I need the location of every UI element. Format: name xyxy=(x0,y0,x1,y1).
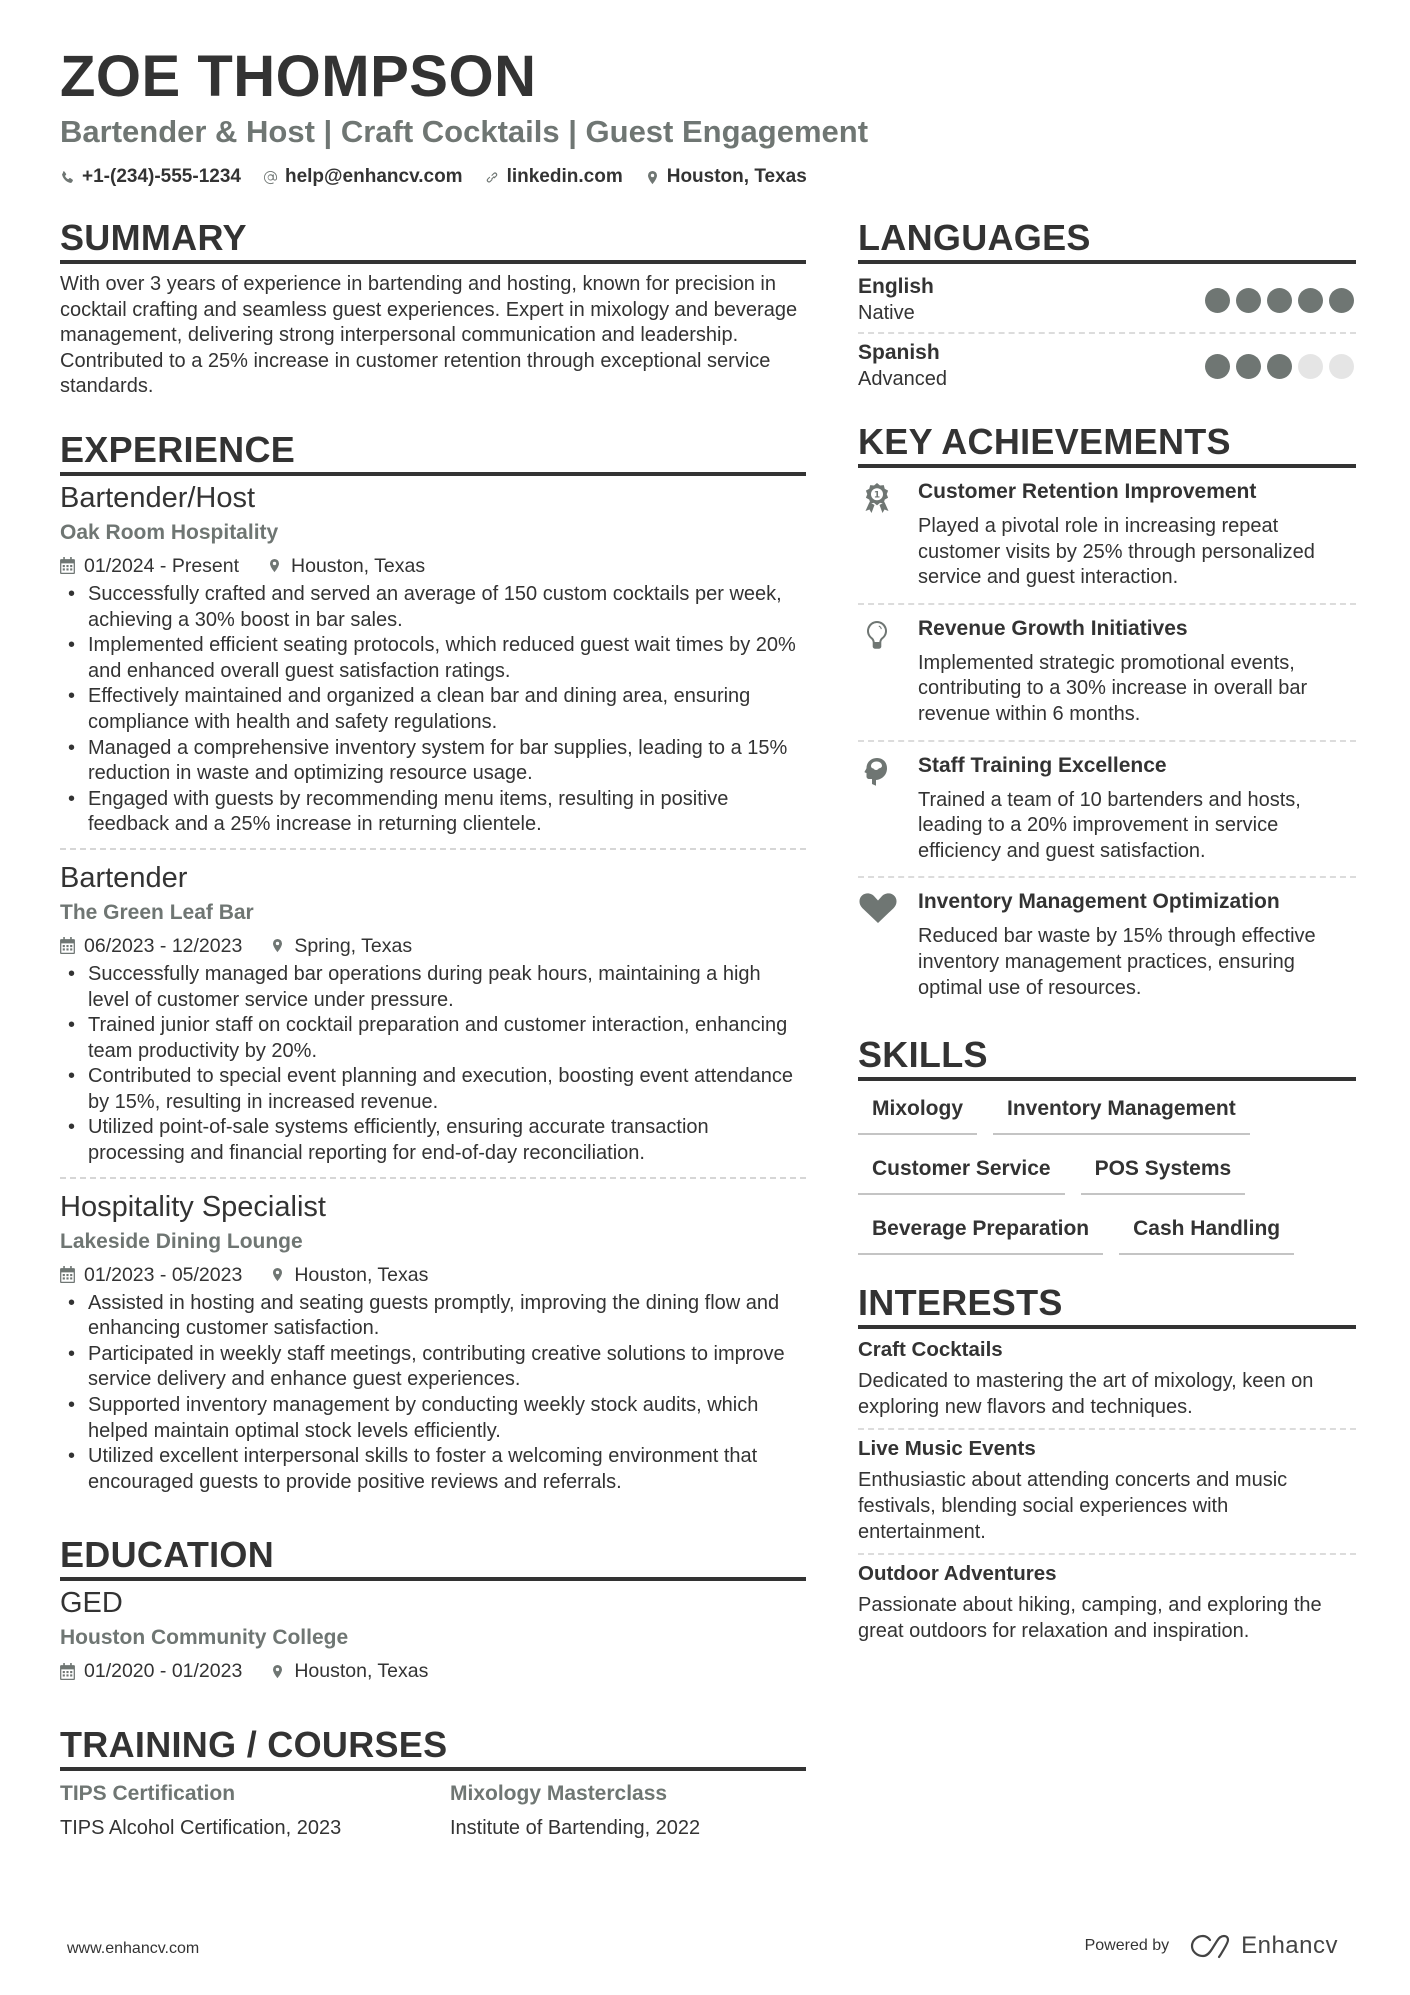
at-icon xyxy=(263,170,278,185)
interest-title: Craft Cocktails xyxy=(858,1338,1003,1362)
skill-tag: Customer Service xyxy=(858,1151,1065,1195)
calendar-icon xyxy=(60,1663,75,1680)
rating-dot-filled xyxy=(1267,354,1292,379)
achievement-item xyxy=(858,742,1356,879)
education-section xyxy=(60,1533,806,1695)
skill-tag: POS Systems xyxy=(1081,1151,1246,1195)
job-entry xyxy=(60,1189,806,1506)
location-icon xyxy=(270,937,285,954)
rating-dot-empty xyxy=(1298,354,1323,379)
rating-dot-filled xyxy=(1205,354,1230,379)
rating-dot-filled xyxy=(1236,354,1261,379)
achievement-title: Staff Training Excellence xyxy=(918,753,1167,777)
bullet-item: • Managed a comprehensive inventory system for bar supplies, leading to a 15% reduction in waste and optimizing resource usage. xyxy=(60,736,806,787)
interests-section xyxy=(858,1281,1356,1652)
company-name: Lakeside Dining Lounge xyxy=(60,1229,303,1253)
rating-dot-filled xyxy=(1267,288,1292,313)
language-item xyxy=(858,334,1356,398)
achievement-desc: Trained a team of 10 bartenders and hosts, leading to a 20% improvement in service efficiency and guest satisfaction. xyxy=(918,788,1301,862)
bullet-item: • Successfully managed bar operations during peak hours, maintaining a high level of customer service under pressure. xyxy=(60,962,806,1013)
school-name: Houston Community College xyxy=(60,1626,349,1650)
interest-desc: Dedicated to mastering the art of mixology, keen on exploring new flavors and techniques. xyxy=(858,1370,1314,1418)
section-title-summary: SUMMARY xyxy=(60,216,806,264)
link-icon xyxy=(485,170,500,185)
language-level: Advanced xyxy=(858,368,947,390)
location-icon xyxy=(267,557,282,574)
section-title-training: TRAINING / COURSES xyxy=(60,1723,806,1771)
interest-item xyxy=(858,1430,1356,1555)
bullet-item: • Implemented efficient seating protocols, which reduced guest wait times by 20% and enhanced overall guest satisfaction ratings. xyxy=(60,633,806,684)
experience-section xyxy=(60,428,806,1505)
footer-website-link[interactable]: www.enhancv.com xyxy=(67,1940,200,1957)
enhancv-logo xyxy=(1189,1932,1338,1960)
job-bullets xyxy=(60,1291,806,1496)
bullet-item: • Supported inventory management by conducting weekly stock audits, which helped maintain optimal stock levels efficiently. xyxy=(60,1393,806,1444)
course-desc: Institute of Bartending, 2022 xyxy=(450,1817,701,1840)
section-title-achievements: KEY ACHIEVEMENTS xyxy=(858,420,1356,468)
award-ribbon-icon xyxy=(862,482,892,514)
achievements-section xyxy=(858,420,1356,1013)
course-title: Mixology Masterclass xyxy=(450,1782,668,1806)
achievement-desc: Implemented strategic promotional events, contributing to a 30% increase in overall bar revenue within 6 months. xyxy=(918,651,1308,725)
course-item xyxy=(450,1779,806,1841)
education-location: Houston, Texas xyxy=(294,1660,429,1683)
bullet-item: • Utilized point-of-sale systems efficiently, ensuring accurate transaction processing and financial reporting for end-of-day reconciliation. xyxy=(60,1115,806,1166)
language-item xyxy=(858,268,1356,334)
company-name: The Green Leaf Bar xyxy=(60,900,254,924)
language-name: English xyxy=(858,275,934,298)
job-location: Spring, Texas xyxy=(294,934,413,957)
job-dates: 01/2023 - 05/2023 xyxy=(84,1263,243,1286)
job-dates: 06/2023 - 12/2023 xyxy=(84,934,243,957)
left-column xyxy=(60,216,806,1869)
rating-dot-filled xyxy=(1236,288,1261,313)
contact-linkedin[interactable] xyxy=(485,164,623,190)
interest-title: Outdoor Adventures xyxy=(858,1562,1057,1586)
job-entry xyxy=(60,860,806,1179)
calendar-icon xyxy=(60,1266,75,1283)
lightbulb-icon xyxy=(862,619,892,651)
heart-icon xyxy=(858,892,898,924)
job-title: Bartender/Host xyxy=(60,481,256,514)
right-column xyxy=(858,216,1356,1680)
languages-section xyxy=(858,216,1356,398)
rating-dot-filled xyxy=(1329,288,1354,313)
achievement-title: Customer Retention Improvement xyxy=(918,480,1257,503)
course-title: TIPS Certification xyxy=(60,1782,236,1806)
summary-section xyxy=(60,216,806,400)
candidate-tagline: Bartender & Host | Craft Cocktails | Guest Engagement xyxy=(60,114,869,149)
job-entry xyxy=(60,480,806,850)
rating-dot-filled xyxy=(1205,288,1230,313)
degree-title: GED xyxy=(60,1587,123,1620)
contact-row xyxy=(60,164,1350,190)
powered-by-label: Powered by xyxy=(1084,1937,1170,1954)
rating-dot-filled xyxy=(1298,288,1323,313)
language-level: Native xyxy=(858,302,915,324)
language-name: Spanish xyxy=(858,341,940,364)
job-title: Hospitality Specialist xyxy=(60,1190,326,1223)
bullet-item: • Participated in weekly staff meetings, contributing creative solutions to improve service delivery and enhance guest experiences. xyxy=(60,1342,806,1393)
calendar-icon xyxy=(60,937,75,954)
bullet-item: • Assisted in hosting and seating guests promptly, improving the dining flow and enhancing customer satisfaction. xyxy=(60,1291,806,1342)
email-text: help@enhancv.com xyxy=(284,166,463,187)
bullet-item: • Utilized excellent interpersonal skills to foster a welcoming environment that encouraged guests to provide positive reviews and referrals. xyxy=(60,1444,806,1495)
achievement-desc: Reduced bar waste by 15% through effective inventory management practices, ensuring optimal use of resources. xyxy=(918,925,1316,999)
skills-section xyxy=(858,1033,1356,1255)
job-meta xyxy=(60,552,806,580)
rating-dot-empty xyxy=(1329,354,1354,379)
enhancv-logo-icon xyxy=(1189,1933,1233,1959)
location-icon xyxy=(270,1266,285,1283)
section-title-interests: INTERESTS xyxy=(858,1281,1356,1329)
language-rating xyxy=(1205,288,1354,313)
phone-icon xyxy=(60,170,75,185)
job-bullets xyxy=(60,582,806,838)
calendar-icon xyxy=(60,557,75,574)
achievement-desc: Played a pivotal role in increasing repeat customer visits by 25% through personalized service and guest interaction. xyxy=(918,515,1315,589)
skill-tag: Mixology xyxy=(858,1091,977,1135)
job-dates: 01/2024 - Present xyxy=(84,554,240,577)
section-title-skills: SKILLS xyxy=(858,1033,1356,1081)
section-title-languages: LANGUAGES xyxy=(858,216,1356,264)
education-dates: 01/2020 - 01/2023 xyxy=(84,1660,243,1683)
job-meta xyxy=(60,1261,806,1289)
job-location: Houston, Texas xyxy=(291,554,426,577)
skill-tag: Cash Handling xyxy=(1119,1211,1294,1255)
education-entry xyxy=(60,1585,806,1695)
skills-list xyxy=(858,1081,1356,1255)
brand-name: Enhancv xyxy=(1241,1932,1338,1959)
achievement-item xyxy=(858,878,1356,1013)
job-bullets xyxy=(60,962,806,1167)
job-meta xyxy=(60,932,806,960)
footer-branding[interactable] xyxy=(1085,1932,1338,1960)
interest-desc: Passionate about hiking, camping, and exploring the great outdoors for relaxation and inspiration. xyxy=(858,1594,1322,1642)
training-section xyxy=(60,1723,806,1841)
course-item xyxy=(60,1779,450,1841)
job-title: Bartender xyxy=(60,861,188,894)
location-text: Houston, Texas xyxy=(666,166,807,187)
interest-item xyxy=(858,1555,1356,1652)
achievement-title: Inventory Management Optimization xyxy=(918,890,1280,914)
skill-tag: Beverage Preparation xyxy=(858,1211,1103,1255)
interest-title: Live Music Events xyxy=(858,1437,1036,1461)
bullet-item: • Effectively maintained and organized a clean bar and dining area, ensuring compliance with health and safety regulations. xyxy=(60,684,806,735)
company-name: Oak Room Hospitality xyxy=(60,520,279,544)
contact-location xyxy=(645,164,807,190)
candidate-name: ZOE THOMPSON xyxy=(60,44,537,109)
section-title-experience: EXPERIENCE xyxy=(60,428,806,476)
phone-text: +1-(234)-555-1234 xyxy=(82,166,241,187)
linkedin-text: linkedin.com xyxy=(506,166,623,187)
interest-desc: Enthusiastic about attending concerts and music festivals, blending social experiences with entertainment. xyxy=(858,1469,1288,1543)
summary-text: With over 3 years of experience in bartending and hosting, known for precision in cocktail crafting and seamless guest experiences. Expert in mixology and beverage management, delivering strong interpersonal communication and leadership. Contributed to a 25% increase in customer retention through exceptional service standards. xyxy=(60,273,798,398)
job-location: Houston, Texas xyxy=(294,1263,429,1286)
bullet-item: • Successfully crafted and served an average of 150 custom cocktails per week, achieving a 30% boost in bar sales. xyxy=(60,582,806,633)
location-icon xyxy=(270,1663,285,1680)
contact-phone[interactable] xyxy=(60,164,241,190)
svg-text:1: 1 xyxy=(873,490,881,501)
skill-tag: Inventory Management xyxy=(993,1091,1250,1135)
bullet-item: • Engaged with guests by recommending menu items, resulting in positive feedback and a 25% increase in returning clientele. xyxy=(60,787,806,838)
achievement-item xyxy=(858,605,1356,742)
education-meta xyxy=(60,1657,806,1685)
achievement-item xyxy=(858,468,1356,605)
location-icon xyxy=(645,170,660,185)
bullet-item: • Contributed to special event planning and execution, boosting event attendance by 15%, resulting in increased revenue. xyxy=(60,1064,806,1115)
section-title-education: EDUCATION xyxy=(60,1533,806,1581)
course-desc: TIPS Alcohol Certification, 2023 xyxy=(60,1817,342,1840)
interest-item xyxy=(858,1331,1356,1430)
head-brain-icon xyxy=(862,756,892,788)
language-rating xyxy=(1205,354,1354,379)
contact-email[interactable] xyxy=(263,164,463,190)
bullet-item: • Trained junior staff on cocktail preparation and customer interaction, enhancing team productivity by 20%. xyxy=(60,1013,806,1064)
achievement-title: Revenue Growth Initiatives xyxy=(918,616,1188,640)
resume-header xyxy=(60,44,1350,190)
courses-grid xyxy=(60,1771,806,1841)
